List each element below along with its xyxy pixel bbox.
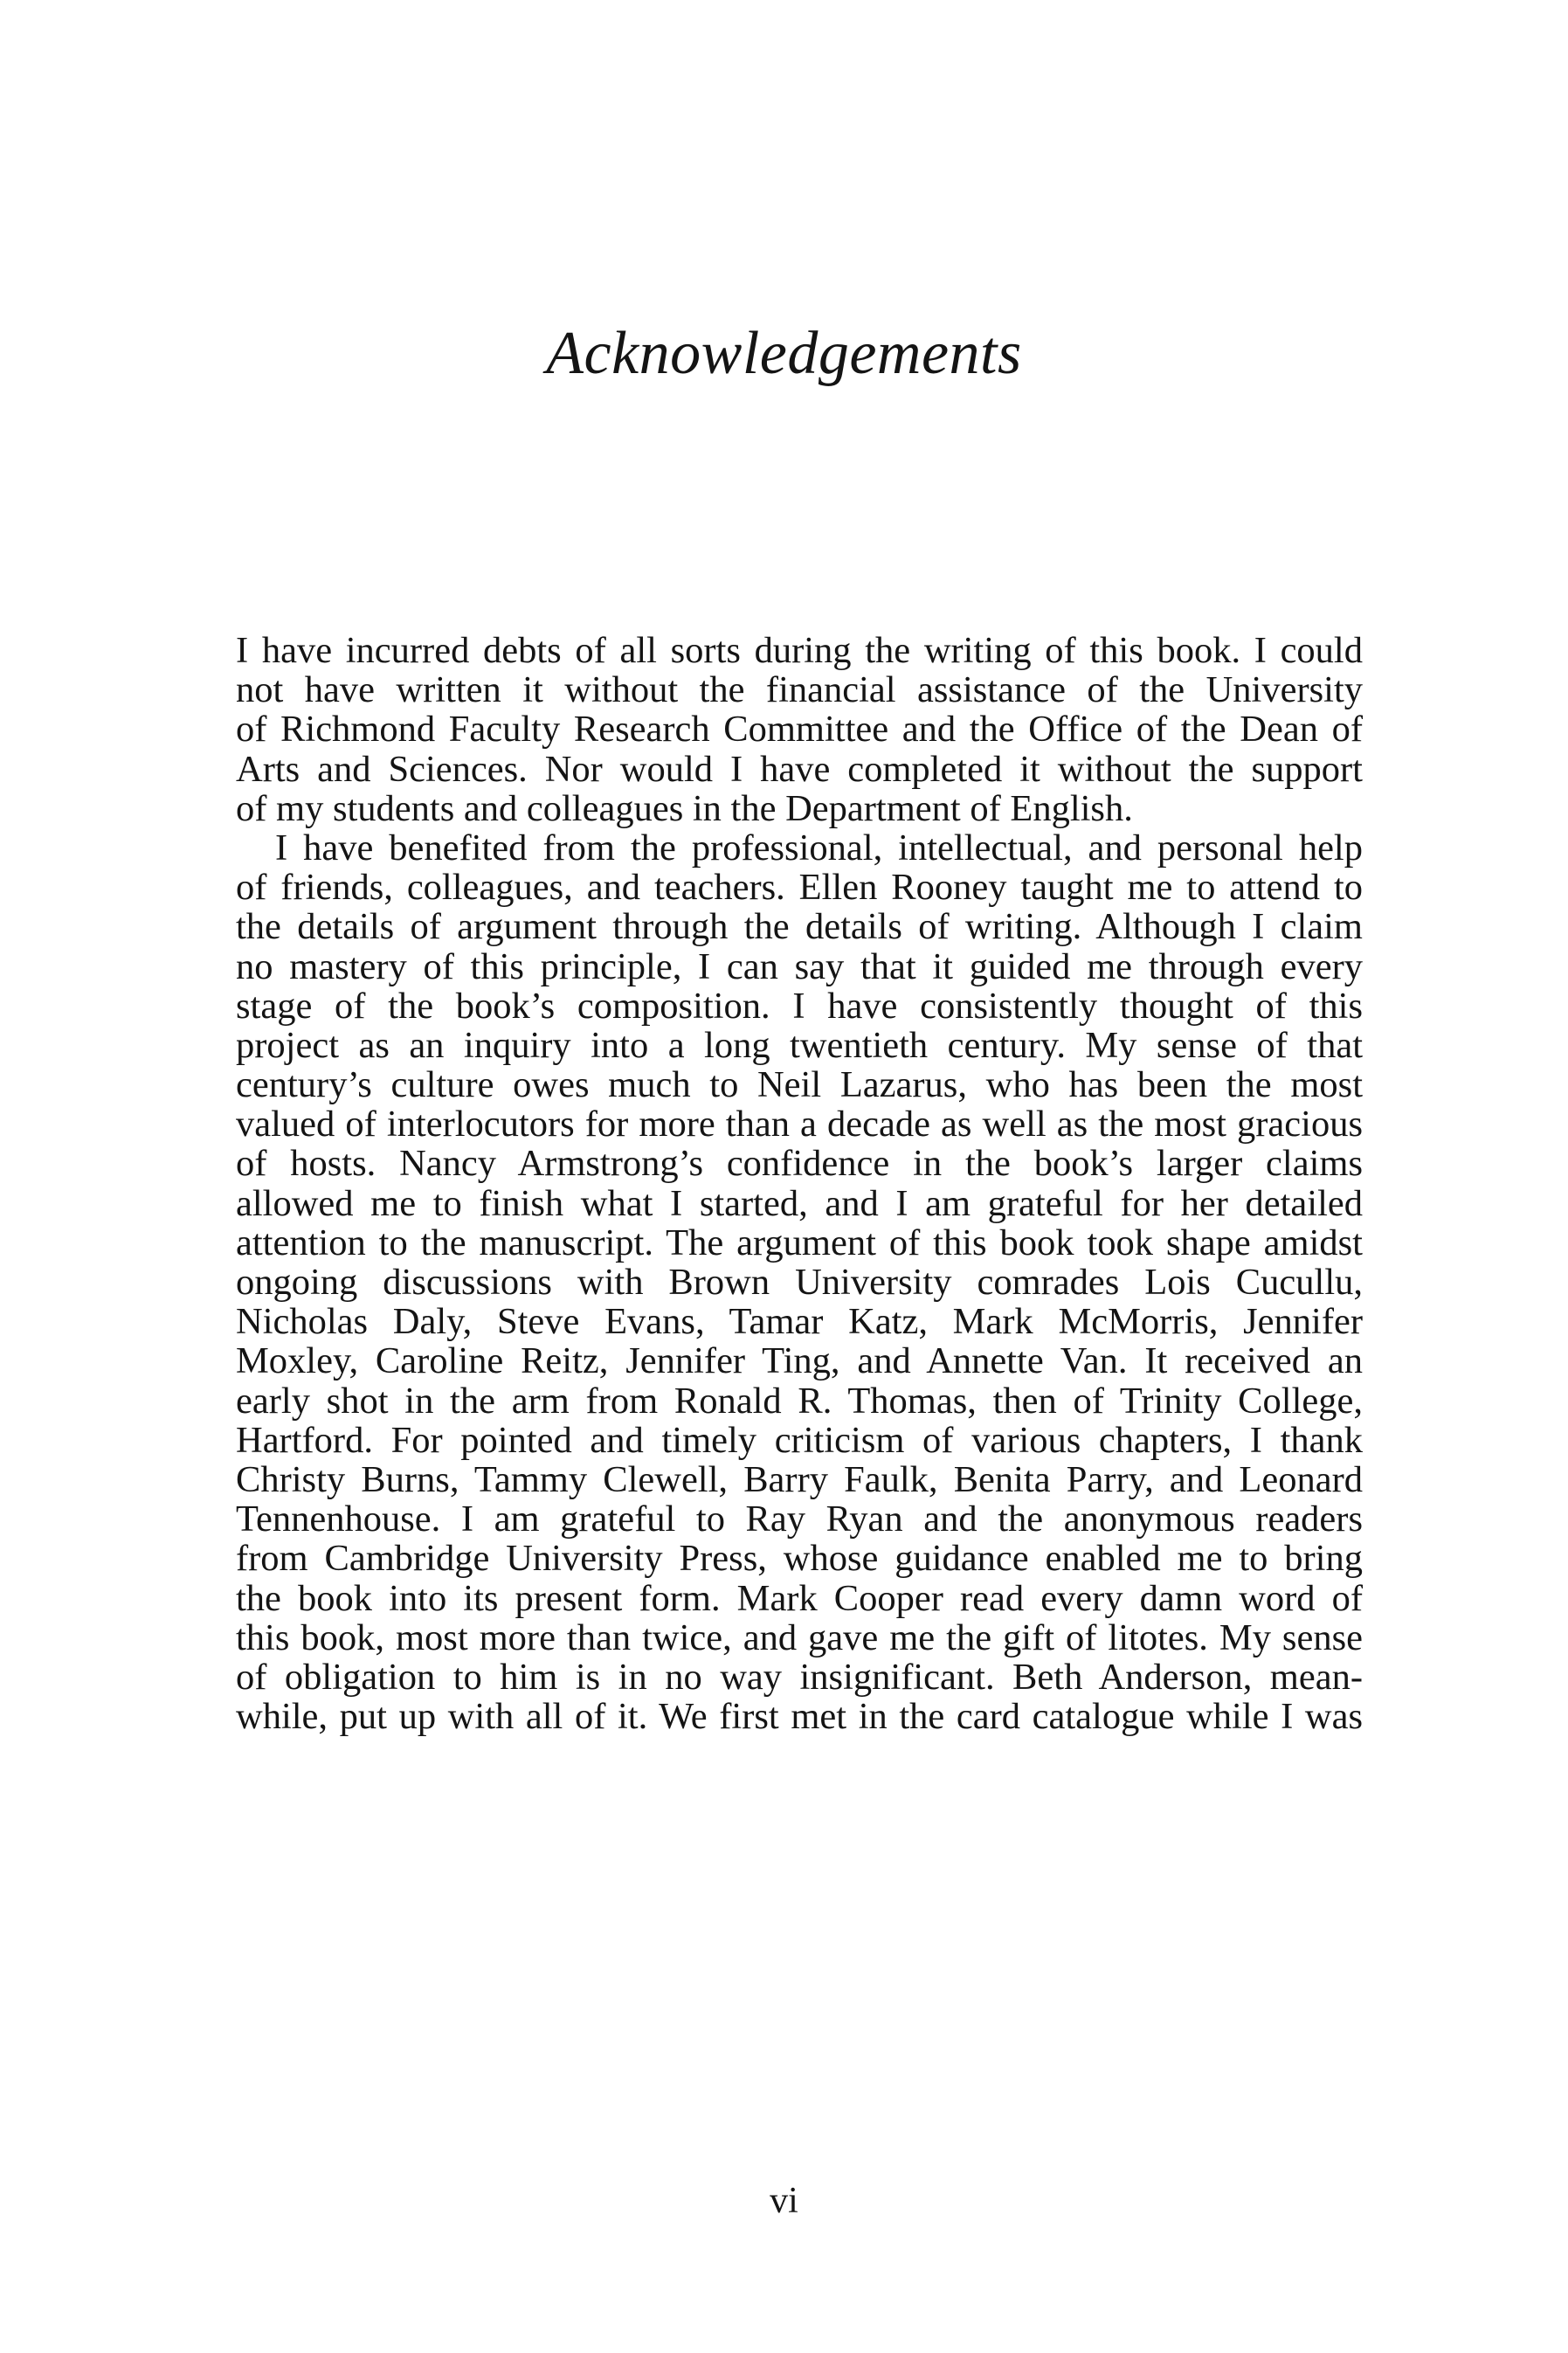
text-line: ongoing discussions with Brown University comrades Lois Cucullu, xyxy=(236,1262,1363,1303)
text-line: stage of the book’s composition. I have consistently thought of this xyxy=(236,985,1363,1027)
text-line: of Richmond Faculty Research Committee and the Office of the Dean of xyxy=(236,709,1363,751)
text-line: century’s culture owes much to Neil Lazarus, who has been the most xyxy=(236,1064,1363,1106)
text-line: I have benefited from the professional, intellectual, and personal help xyxy=(275,827,1363,869)
text-line: attention to the manuscript. The argument of this book took shape amidst xyxy=(236,1221,1363,1263)
text-line: no mastery of this principle, I can say that it guided me through every xyxy=(236,945,1363,987)
text-line: from Cambridge University Press, whose guidance enabled me to bring xyxy=(236,1538,1363,1580)
text-line: of friends, colleagues, and teachers. Ellen Rooney taught me to attend to xyxy=(236,867,1363,909)
text-line: Christy Burns, Tammy Clewell, Barry Faulk, Benita Parry, and Leonard xyxy=(236,1458,1363,1500)
text-line: not have written it without the financial assistance of the University xyxy=(236,669,1363,711)
text-line: the details of argument through the details of writing. Although I claim xyxy=(236,906,1363,948)
text-line: valued of interlocutors for more than a decade as well as the most gracious xyxy=(236,1104,1363,1145)
page-title: Acknowledgements xyxy=(546,320,1022,387)
text-line: Hartford. For pointed and timely criticism of various chapters, I thank xyxy=(236,1419,1363,1461)
text-line: Arts and Sciences. Nor would I have completed it without the support xyxy=(236,748,1363,790)
text-line: this book, most more than twice, and gave me the gift of litotes. My sense xyxy=(236,1616,1363,1658)
text-line: Nicholas Daly, Steve Evans, Tamar Katz, Mark McMorris, Jennifer xyxy=(236,1301,1363,1343)
text-line: of my students and colleagues in the Department of English. xyxy=(236,787,1133,829)
text-line: Tennenhouse. I am grateful to Ray Ryan and the anonymous readers xyxy=(236,1498,1363,1540)
text-line: project as an inquiry into a long twentieth century. My sense of that xyxy=(236,1024,1363,1066)
text-line: allowed me to finish what I started, and I am grateful for her detailed xyxy=(236,1182,1363,1224)
text-line: Moxley, Caroline Reitz, Jennifer Ting, and Annette Van. It received an xyxy=(236,1340,1363,1382)
text-line: early shot in the arm from Ronald R. Thomas, then of Trinity College, xyxy=(236,1380,1363,1422)
body-text xyxy=(236,631,1363,1736)
text-line: of hosts. Nancy Armstrong’s confidence in the book’s larger claims xyxy=(236,1143,1363,1185)
text-line: the book into its present form. Mark Cooper read every damn word of xyxy=(236,1577,1363,1619)
text-line: I have incurred debts of all sorts during the writing of this book. I could xyxy=(236,630,1363,671)
text-line: of obligation to him is in no way insignificant. Beth Anderson, mean- xyxy=(236,1656,1363,1698)
text-line: while, put up with all of it. We first met in the card catalogue while I was xyxy=(236,1696,1363,1738)
page-number: vi xyxy=(770,2181,798,2221)
